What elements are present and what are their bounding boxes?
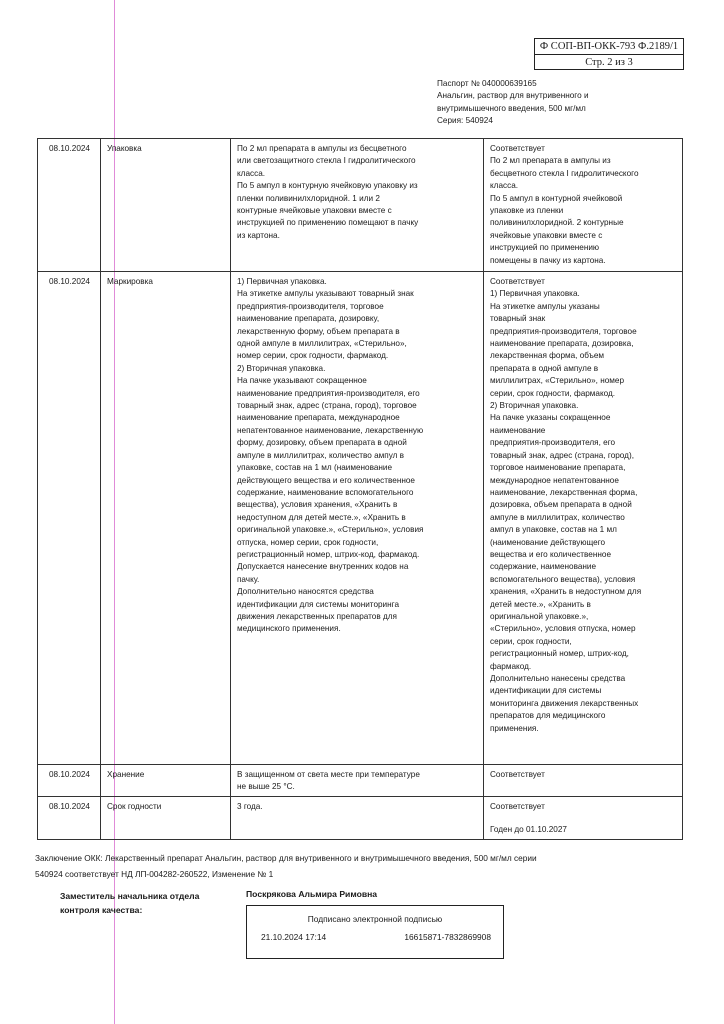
result-cell bbox=[484, 272, 683, 765]
result-line: помещены в пачку из картона. bbox=[490, 255, 606, 265]
signer-position-line1: Заместитель начальника отдела bbox=[60, 891, 200, 901]
result-line: наименование, лекарственная форма, bbox=[490, 487, 638, 497]
result-line: бесцветного стекла I гидролитического bbox=[490, 168, 639, 178]
result-line: На этикетке ампулы указаны bbox=[490, 301, 600, 311]
requirement-line: товарный знак, адрес (страна, город), торговое bbox=[237, 401, 417, 411]
result-line: международное непатентованное bbox=[490, 475, 619, 485]
result-line: инструкцией по применению bbox=[490, 243, 600, 253]
requirement-line: из картона. bbox=[237, 230, 280, 240]
result-cell bbox=[484, 139, 683, 272]
requirement-line: 2) Вторичная упаковка. bbox=[237, 363, 326, 373]
result-spacer bbox=[490, 813, 677, 824]
requirement-line: регистрационный номер, штрих-код, фармакод. bbox=[237, 549, 420, 559]
result-line: «Стерильно», условия отпуска, номер bbox=[490, 624, 636, 634]
result-line: фармакод. bbox=[490, 661, 532, 671]
requirement-line: идентификации для системы мониторинга bbox=[237, 599, 400, 609]
test-parameter: Хранение bbox=[101, 765, 231, 797]
requirement-line: недоступном для детей месте.», «Хранить в bbox=[237, 512, 406, 522]
result-line: детей месте.», «Хранить в bbox=[490, 599, 591, 609]
result-line: Соответствует bbox=[490, 144, 545, 153]
requirement-line: отпуска, номер серии, срок годности, bbox=[237, 537, 379, 547]
result-line: предприятия-производителя, его bbox=[490, 438, 616, 448]
test-parameter: Упаковка bbox=[101, 139, 231, 272]
requirement-line: лекарственную форму, объем препарата в bbox=[237, 326, 400, 336]
result-line: лекарственная форма, объем bbox=[490, 351, 605, 361]
requirement-line: номер серии, срок годности, фармакод. bbox=[237, 351, 389, 361]
requirement-line: По 5 ампул в контурную ячейковую упаковку из bbox=[237, 181, 418, 191]
page-number: Стр. 2 из 3 bbox=[585, 57, 633, 68]
signer-position bbox=[60, 889, 199, 917]
result-line: применения. bbox=[490, 723, 539, 733]
result-line: упаковке из пленки bbox=[490, 206, 564, 216]
product-name-line2: внутримышечного введения, 500 мг/мл bbox=[437, 103, 586, 113]
result-line: серии, срок годности, фармакод. bbox=[490, 388, 616, 398]
result-line: Соответствует bbox=[490, 801, 545, 811]
qc-conclusion bbox=[35, 850, 685, 882]
result-line: содержание, наименование bbox=[490, 562, 597, 572]
requirement-line: Допускается нанесение внутренних кодов на bbox=[237, 562, 409, 572]
test-date: 08.10.2024 bbox=[38, 139, 101, 272]
result-line: 1) Первичная упаковка. bbox=[490, 289, 580, 299]
requirement-cell bbox=[231, 796, 484, 839]
result-line: ячейковые упаковки вместе с bbox=[490, 230, 603, 240]
result-line: препаратов для медицинского bbox=[490, 711, 606, 721]
result-line: идентификации для системы bbox=[490, 686, 602, 696]
requirement-line: форму, дозировку, объем препарата в одной bbox=[237, 438, 407, 448]
result-line: дозировка, объем препарата в одной bbox=[490, 500, 632, 510]
requirement-cell bbox=[231, 272, 484, 765]
test-date: 08.10.2024 bbox=[38, 796, 101, 839]
result-line: По 5 ампул в контурной ячейковой bbox=[490, 193, 623, 203]
passport-number: Паспорт № 040000639165 bbox=[437, 79, 537, 88]
batch-number: Серия: 540924 bbox=[437, 116, 493, 126]
result-line: Соответствует bbox=[490, 277, 545, 286]
result-line: Соответствует bbox=[490, 770, 545, 779]
esig-number: 16615871-7832869908 bbox=[404, 932, 491, 942]
conclusion-line2: 540924 соответствует НД ЛП-004282-260522, Изменение № 1 bbox=[35, 869, 274, 879]
requirement-line: вещества), условия хранения, «Хранить в bbox=[237, 500, 398, 510]
electronic-signature-stamp bbox=[246, 905, 504, 959]
result-line: регистрационный номер, штрих-код, bbox=[490, 649, 629, 659]
test-date: 08.10.2024 bbox=[38, 765, 101, 797]
result-line: Дополнительно нанесены средства bbox=[490, 674, 626, 683]
requirement-line: не выше 25 °С. bbox=[237, 782, 295, 792]
requirement-line: наименование препарата, международное bbox=[237, 413, 400, 423]
requirement-line: медицинского применения. bbox=[237, 624, 341, 634]
table-row bbox=[38, 796, 683, 839]
requirement-line: контурные ячейковые упаковки вместе с bbox=[237, 206, 392, 216]
result-line: вещества и его количественное bbox=[490, 549, 611, 559]
result-line: (наименование действующего bbox=[490, 537, 606, 547]
result-line: На пачке указаны сокращенное bbox=[490, 413, 611, 423]
requirement-line: 1) Первичная упаковка. bbox=[237, 277, 327, 286]
test-date: 08.10.2024 bbox=[38, 272, 101, 765]
result-cell bbox=[484, 796, 683, 839]
result-line: По 2 мл препарата в ампулы из bbox=[490, 156, 611, 166]
result-line: препарата в одной ампуле в bbox=[490, 363, 599, 373]
result-line: наименование препарата, дозировка, bbox=[490, 339, 634, 349]
result-line: наименование bbox=[490, 425, 546, 435]
requirement-line: класса. bbox=[237, 168, 266, 178]
test-parameter: Маркировка bbox=[101, 272, 231, 765]
esig-title: Подписано электронной подписью bbox=[307, 914, 443, 924]
signer-name: Поскрякова Альмира Римовна bbox=[246, 889, 378, 899]
requirement-line: инструкцией по применению помещают в пачку bbox=[237, 218, 419, 228]
product-name-line1: Анальгин, раствор для внутривенного и bbox=[437, 91, 589, 101]
signer-position-line2: контроля качества: bbox=[60, 905, 143, 915]
result-line: товарный знак, адрес (страна, город), bbox=[490, 450, 634, 460]
passport-info bbox=[437, 78, 677, 128]
requirement-line: предприятия-производителя, торговое bbox=[237, 301, 384, 311]
expiry-date: Годен до 01.10.2027 bbox=[490, 825, 567, 835]
test-results-table bbox=[37, 138, 683, 840]
requirement-line: упаковке, состав на 1 мл (наименование bbox=[237, 463, 393, 473]
result-line: ампул в упаковке, состав на 1 мл bbox=[490, 525, 617, 535]
requirement-line: На этикетке ампулы указывают товарный знак bbox=[237, 289, 414, 299]
table-row bbox=[38, 139, 683, 272]
conclusion-line1: Заключение ОКК: Лекарственный препарат Анальгин, раствор для внутривенного и внутримышечного введения, 500 мг/мл серии bbox=[35, 853, 537, 863]
requirement-line: По 2 мл препарата в ампулы из бесцветного bbox=[237, 144, 407, 153]
requirement-line: пачку. bbox=[237, 574, 260, 584]
requirement-line: ампуле в миллилитрах, количество ампул в bbox=[237, 450, 405, 460]
requirement-line: На пачке указывают сокращенное bbox=[237, 376, 367, 386]
form-code-box bbox=[534, 38, 684, 70]
requirement-line: 3 года. bbox=[237, 801, 263, 811]
result-line: хранения, «Хранить в недоступном для bbox=[490, 587, 642, 597]
result-cell bbox=[484, 765, 683, 797]
requirement-line: наименование препарата, дозировку, bbox=[237, 314, 380, 324]
requirement-cell bbox=[231, 765, 484, 797]
requirement-line: наименование предприятия-производителя, его bbox=[237, 388, 420, 398]
requirement-line: пленки поливинилхлоридной. 1 или 2 bbox=[237, 193, 380, 203]
requirement-cell bbox=[231, 139, 484, 272]
esig-datetime: 21.10.2024 17:14 bbox=[261, 932, 327, 942]
result-line: серии, срок годности, bbox=[490, 636, 572, 646]
result-line: вспомогательного вещества), условия bbox=[490, 574, 636, 584]
result-line: 2) Вторичная упаковка. bbox=[490, 401, 579, 411]
requirement-line: одной ампуле в миллилитрах, «Стерильно», bbox=[237, 339, 407, 349]
requirement-line: действующего вещества и его количественное bbox=[237, 475, 415, 485]
result-line: предприятия-производителя, торговое bbox=[490, 326, 637, 336]
result-line: торговое наименование препарата, bbox=[490, 463, 626, 473]
result-line: оригинальной упаковке.», bbox=[490, 611, 589, 621]
requirement-line: содержание, наименование вспомогательного bbox=[237, 487, 414, 497]
form-code: Ф СОП-ВП-ОКК-793 Ф.2189/1 bbox=[535, 39, 683, 55]
requirement-line: или светозащитного стекла I гидролитического bbox=[237, 156, 416, 166]
result-line: мониторинга движения лекарственных bbox=[490, 698, 639, 708]
table-row bbox=[38, 765, 683, 797]
requirement-line: непатентованное наименование, лекарственную bbox=[237, 425, 424, 435]
result-line: класса. bbox=[490, 181, 519, 191]
requirement-line: оригинальной упаковке.», «Стерильно», условия bbox=[237, 525, 424, 535]
table-row bbox=[38, 272, 683, 765]
result-line: поливинилхлоридной. 2 контурные bbox=[490, 218, 624, 228]
result-line: миллилитрах, «Стерильно», номер bbox=[490, 376, 625, 386]
test-parameter: Срок годности bbox=[101, 796, 231, 839]
result-line: товарный знак bbox=[490, 314, 546, 324]
requirement-line: Дополнительно наносятся средства bbox=[237, 587, 374, 597]
requirement-line: движения лекарственных препаратов для bbox=[237, 611, 397, 621]
result-line: ампуле в миллилитрах, количество bbox=[490, 512, 625, 522]
requirement-line: В защищенном от света месте при температуре bbox=[237, 770, 420, 779]
